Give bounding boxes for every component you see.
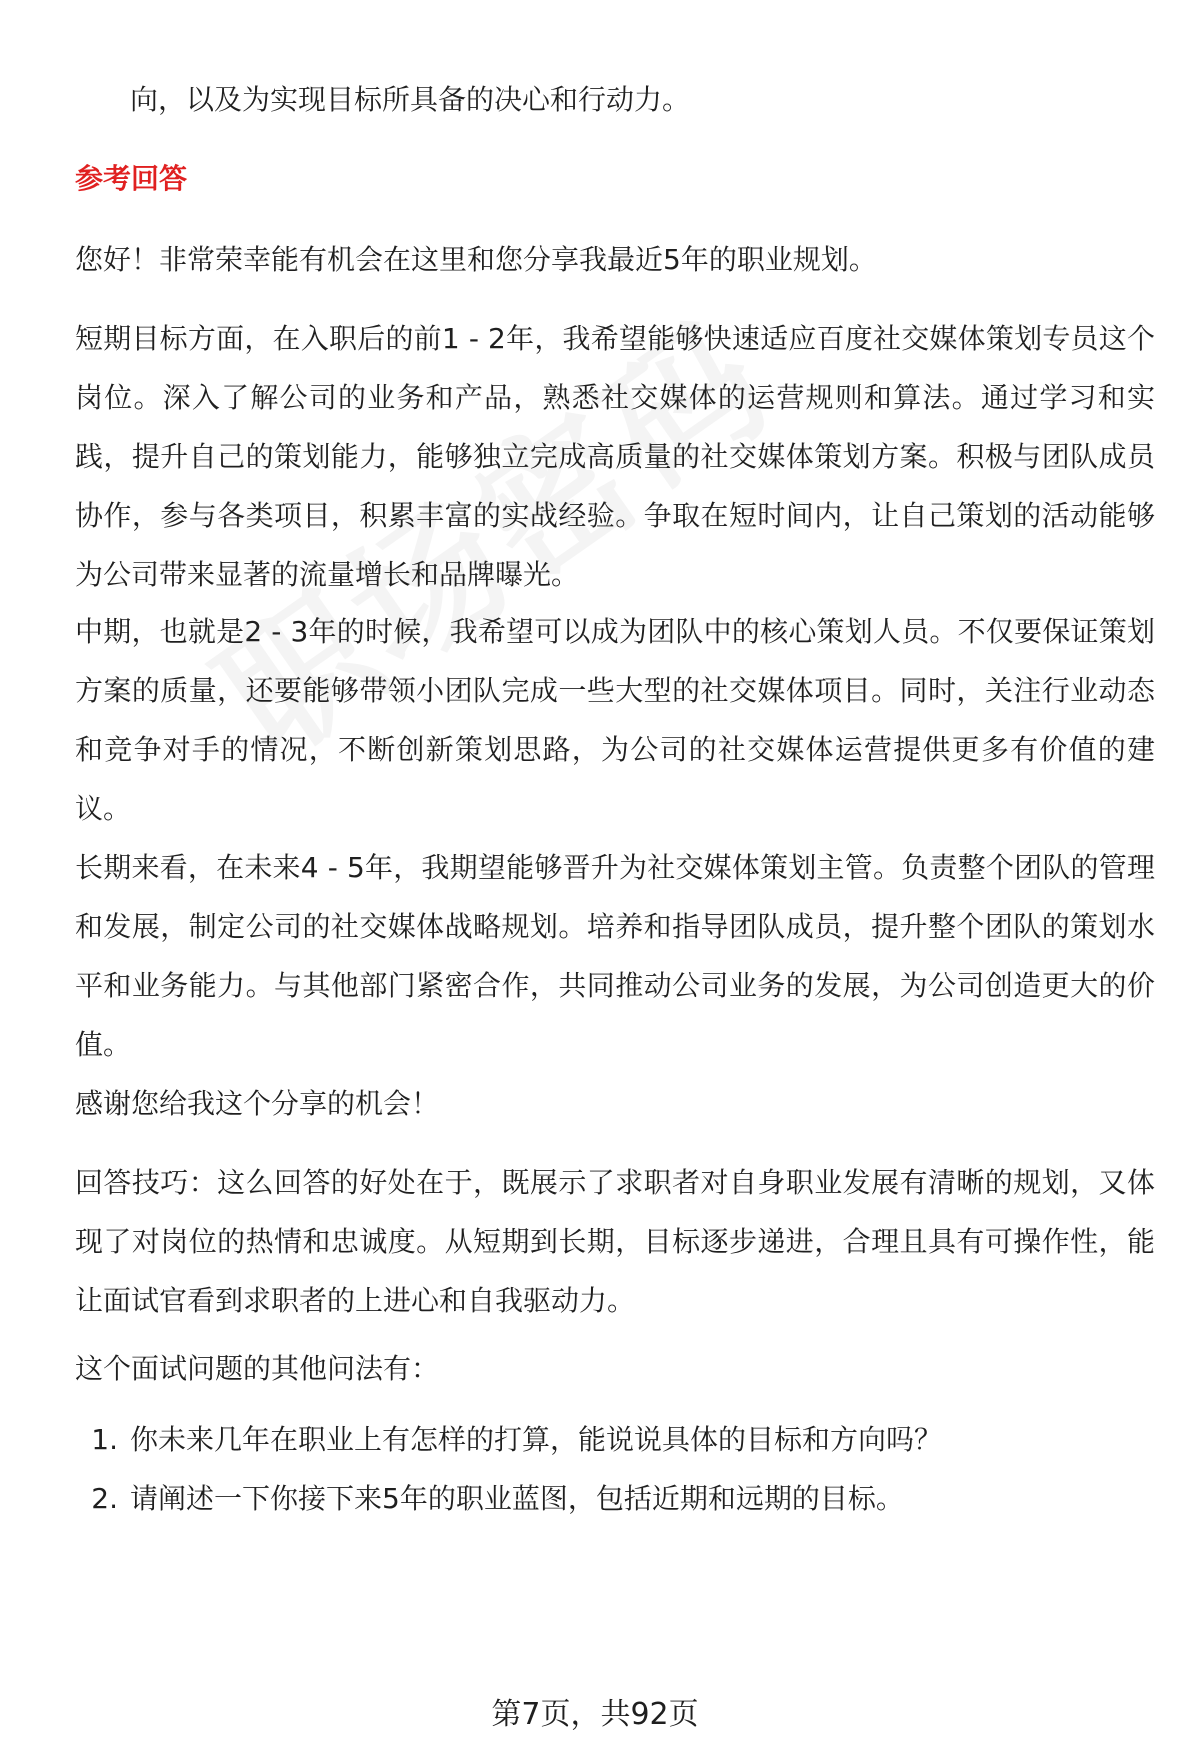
paragraph-other-questions <box>75 1339 1155 1398</box>
list-item <box>75 1469 1155 1528</box>
paragraph-tips <box>75 1153 1155 1330</box>
paragraph-text: 长期来看，在未来4 - 5年，我期望能够晋升为社交媒体策划主管。负责整个团队的管理和发展，制定公司的社交媒体战略规划。培养和指导团队成员，提升整个团队的策划水平和业务能力。与其他部门紧密合作，共同推动公司业务的发展，为公司创造更大的价值。 <box>75 851 1155 1061</box>
list-number: 2. <box>91 1482 118 1515</box>
list-item <box>75 1410 1155 1469</box>
paragraph-mid-term <box>75 602 1155 838</box>
paragraph-long-term <box>75 838 1155 1074</box>
list-text: 请阐述一下你接下来5年的职业蓝图，包括近期和远期的目标。 <box>130 1482 904 1515</box>
paragraph-text: 您好！非常荣幸能有机会在这里和您分享我最近5年的职业规划。 <box>75 243 877 276</box>
paragraph-text: 感谢您给我这个分享的机会！ <box>75 1087 440 1120</box>
question-list <box>75 1410 1155 1528</box>
list-number: 1. <box>91 1423 118 1456</box>
section-heading: 参考回答 <box>75 162 188 195</box>
paragraph-thanks <box>75 1074 1155 1133</box>
paragraph-short-term <box>75 309 1155 604</box>
list-text: 你未来几年在职业上有怎样的打算，能说说具体的目标和方向吗？ <box>130 1423 943 1456</box>
paragraph-text: 这个面试问题的其他问法有： <box>75 1352 440 1385</box>
page-footer: 第7页，共92页 <box>491 1697 699 1732</box>
paragraph-greeting <box>75 230 1155 289</box>
paragraph-text: 中期，也就是2 - 3年的时候，我希望可以成为团队中的核心策划人员。不仅要保证策划方案的质量，还要能够带领小团队完成一些大型的社交媒体项目。同时，关注行业动态和竞争对手的情况，不断创新策划思路，为公司的社交媒体运营提供更多有价值的建议。 <box>75 615 1155 825</box>
continued-line: 向，以及为实现目标所具备的决心和行动力。 <box>130 83 691 116</box>
paragraph-text: 回答技巧：这么回答的好处在于，既展示了求职者对自身职业发展有清晰的规划，又体现了对岗位的热情和忠诚度。从短期到长期，目标逐步递进，合理且具有可操作性，能让面试官看到求职者的上进心和自我驱动力。 <box>75 1166 1155 1317</box>
paragraph-text: 短期目标方面，在入职后的前1 - 2年，我希望能够快速适应百度社交媒体策划专员这个岗位。深入了解公司的业务和产品，熟悉社交媒体的运营规则和算法。通过学习和实践，提升自己的策划能力，能够独立完成高质量的社交媒体策划方案。积极与团队成员协作，参与各类项目，积累丰富的实战经验。争取在短时间内，让自己策划的活动能够为公司带来显著的流量增长和品牌曝光。 <box>75 322 1155 591</box>
